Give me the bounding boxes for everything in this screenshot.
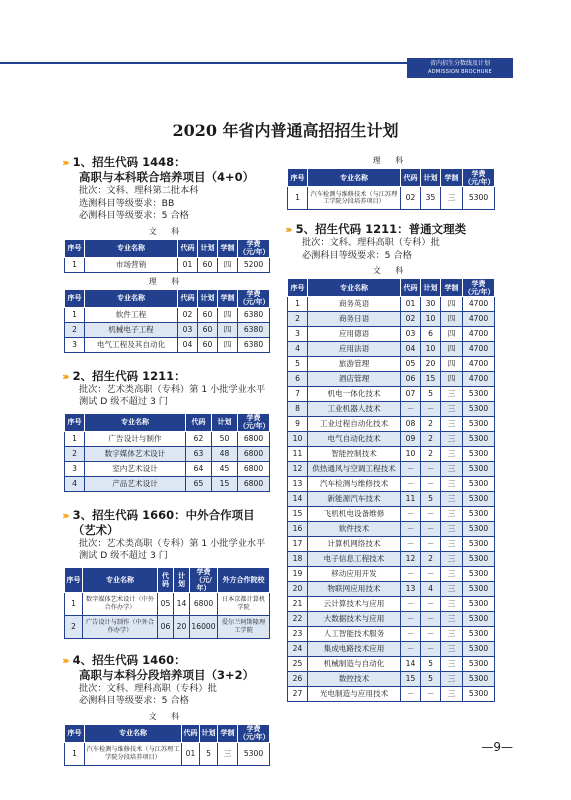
section-heading: 4、招生代码 1460： bbox=[72, 652, 186, 667]
table-row: 3 应用德语 03 6 四 4700 bbox=[288, 327, 495, 342]
note: 测试 D 级不超过 3 门 bbox=[79, 396, 168, 407]
table-row: 16 软件技术 － － 三 5300 bbox=[288, 522, 495, 537]
table-row: 2 广告设计与制作（中外合作办学） 06 20 16000 爱尔兰阿斯隆理工学院 bbox=[65, 615, 270, 638]
table-row: 1 数字媒体艺术设计（中外合作办学） 05 14 6800 日本京都计算机学院 bbox=[65, 592, 270, 615]
section-heading: 5、招生代码 1211：普通文理类 bbox=[295, 222, 467, 236]
plan-table bbox=[64, 413, 270, 492]
table-row: 6 酒店管理 06 15 四 4700 bbox=[288, 372, 495, 387]
plan-table bbox=[64, 724, 270, 766]
table-row: 19 移动应用开发 － － 三 5300 bbox=[288, 567, 495, 582]
table-row: 22 大数据技术与应用 － － 三 5300 bbox=[288, 612, 495, 627]
brochure-tag bbox=[407, 58, 513, 78]
page-title: 2020 年省内普通高招招生计划 bbox=[172, 121, 399, 140]
note: 批次：文科、理科高职（专科）批 bbox=[302, 237, 440, 248]
note: 必测科目等级要求：5 合格 bbox=[79, 695, 189, 706]
header-rule bbox=[0, 62, 420, 64]
table-row: 9 工业过程自动化技术 08 2 三 5300 bbox=[288, 417, 495, 432]
table-row: 1 汽车检测与维修技术（与江苏理工学院分段培养项目） 01 5 三 5300 bbox=[65, 742, 270, 765]
note: 选测科目等级要求：BB bbox=[79, 197, 175, 209]
table-row: 24 集成电路技术应用 － － 三 5300 bbox=[288, 642, 495, 657]
section-heading: 3、招生代码 1660：中外合作项目（艺术） bbox=[72, 507, 255, 537]
table-row: 11 智能控制技术 10 2 三 5300 bbox=[288, 447, 495, 462]
table-row: 27 光电制造与应用技术 － － 三 5300 bbox=[288, 687, 495, 702]
table-row: 8 工业机器人技术 － － 三 5300 bbox=[288, 402, 495, 417]
subject-label: 文 科 bbox=[148, 226, 186, 236]
chevron-icon: ››› bbox=[62, 156, 67, 169]
table-row: 7 机电一体化技术 07 5 三 5300 bbox=[288, 387, 495, 402]
note: 必测科目等级要求：5 合格 bbox=[302, 249, 412, 261]
table-row: 5 旅游管理 05 20 四 4700 bbox=[288, 357, 495, 372]
plan-table bbox=[64, 239, 270, 273]
section-1660 bbox=[64, 508, 270, 639]
table-row: 4 应用法语 04 10 四 4700 bbox=[288, 342, 495, 357]
table-row: 23 人工智能技术服务 － － 三 5300 bbox=[288, 627, 495, 642]
table-header: 序号 专业名称 代码 计划 学费（元/年） 外方合作院校 bbox=[65, 567, 270, 592]
table-row: 25 机械制造与自动化 14 5 三 5300 bbox=[288, 657, 495, 672]
table-row: 18 电子信息工程技术 12 2 三 5300 bbox=[288, 552, 495, 567]
table-row: 1 软件工程 02 60 四 6380 bbox=[65, 307, 270, 322]
table-row: 1 汽车检测与维修技术（与江苏理工学院分段培养项目） 02 35 三 5300 bbox=[288, 187, 495, 210]
table-header: 序号 专业名称 代码 计划 学制 学费（元/年） bbox=[65, 289, 270, 307]
table-row: 3 室内艺术设计 64 45 6800 bbox=[65, 461, 270, 476]
table-header: 序号 专业名称 代码 计划 学费（元/年） bbox=[65, 413, 270, 431]
table-row: 2 数字媒体艺术设计 63 48 6800 bbox=[65, 446, 270, 461]
chevron-icon: ››› bbox=[62, 369, 67, 383]
note: 批次：文科、理科高职（专科）批 bbox=[79, 682, 217, 694]
table-row: 4 产品艺术设计 65 15 6800 bbox=[65, 476, 270, 491]
subject-label: 文 科 bbox=[372, 266, 410, 275]
table-row: 2 商务日语 02 10 四 4700 bbox=[288, 312, 495, 327]
note: 批次：文科、理科第二批本科 bbox=[79, 185, 199, 196]
table-header: 序号 专业名称 代码 计划 学制 学费（元/年） bbox=[65, 724, 270, 742]
table-header: 序号 专业名称 代码 计划 学制 学费（元/年） bbox=[288, 169, 495, 187]
table-row: 15 飞机机电设备维修 － － 三 5300 bbox=[288, 507, 495, 522]
plan-table bbox=[287, 168, 495, 210]
table-row: 2 机械电子工程 03 60 四 6380 bbox=[65, 322, 270, 337]
table-row: 13 汽车检测与维修技术 － － 三 5300 bbox=[288, 477, 495, 492]
table-row: 17 计算机网络技术 － － 三 5300 bbox=[288, 537, 495, 552]
page-number: —9— bbox=[481, 740, 513, 754]
table-row: 14 新能源汽车技术 11 5 三 5300 bbox=[288, 492, 495, 507]
subject-label: 理 科 bbox=[372, 156, 410, 165]
table-row: 12 供热通风与空调工程技术 － － 三 5300 bbox=[288, 462, 495, 477]
section-1211-art bbox=[64, 369, 270, 492]
table-header: 序号 专业名称 代码 计划 学制 学费（元/年） bbox=[65, 239, 270, 257]
plan-table bbox=[287, 278, 495, 702]
right-column bbox=[287, 152, 495, 702]
note: 批次：艺术类高职（专科）第 1 小批学业水平 bbox=[79, 537, 266, 549]
subject-label: 理 科 bbox=[148, 276, 186, 286]
section-1460 bbox=[64, 653, 270, 766]
section-heading: 1、招生代码 1448： bbox=[72, 155, 186, 169]
section-heading: 2、招生代码 1211： bbox=[72, 368, 186, 383]
section-subheading: 高职与本科联合培养项目（4+0） bbox=[79, 170, 255, 184]
table-row: 1 市场营销 01 60 四 5200 bbox=[65, 257, 270, 272]
table-row: 3 电气工程及其自动化 04 60 四 6380 bbox=[65, 337, 270, 352]
table-row: 26 数控技术 15 5 三 5300 bbox=[288, 672, 495, 687]
table-row: 1 广告设计与制作 62 50 6800 bbox=[65, 431, 270, 446]
subject-label: 文 科 bbox=[148, 711, 186, 721]
chevron-icon: ››› bbox=[62, 508, 67, 522]
table-header: 序号 专业名称 代码 计划 学制 学费（元/年） bbox=[288, 279, 495, 297]
section-subheading: 高职与本科分段培养项目（3+2） bbox=[79, 667, 255, 682]
brochure-en: ADMISSION BROCHURE bbox=[428, 69, 492, 75]
chevron-icon: ››› bbox=[285, 223, 290, 236]
table-row: 20 物联网应用技术 13 4 三 5300 bbox=[288, 582, 495, 597]
section-1211-general bbox=[287, 222, 495, 702]
chevron-icon: ››› bbox=[62, 653, 67, 667]
plan-table bbox=[64, 567, 270, 639]
section-1448 bbox=[64, 155, 270, 353]
note: 测试 D 级不超过 3 门 bbox=[79, 550, 168, 561]
left-column bbox=[64, 152, 270, 766]
plan-table bbox=[64, 289, 270, 353]
table-row: 10 电气自动化技术 09 2 三 5300 bbox=[288, 432, 495, 447]
note: 必测科目等级要求：5 合格 bbox=[79, 210, 189, 221]
brochure-cn: 省内招生分数线及计划 bbox=[429, 60, 490, 67]
note: 批次：艺术类高职（专科）第 1 小批学业水平 bbox=[79, 383, 266, 395]
table-row: 21 云计算技术与应用 － － 三 5300 bbox=[288, 597, 495, 612]
table-row: 1 商务英语 01 30 四 4700 bbox=[288, 297, 495, 312]
